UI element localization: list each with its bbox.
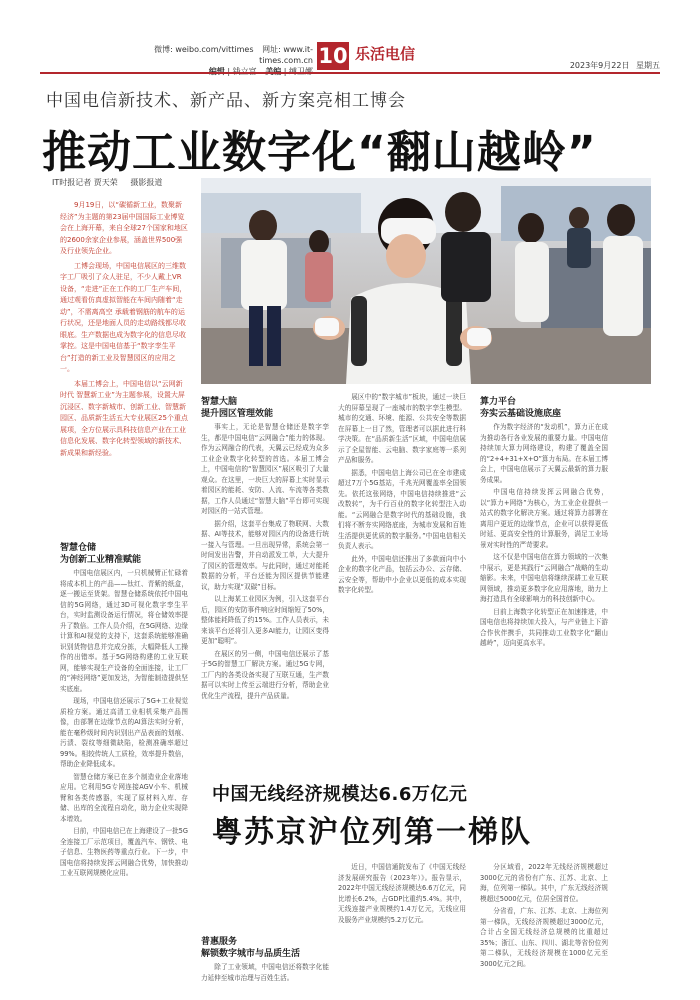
column-paragraph: 此外，中国电信还推出了多款面向中小企业的数字化产品，包括云办公、云存储、云安全等，帮助中小企业以更低的成本实现数字化转型。	[338, 554, 466, 594]
column-paragraph: 展区中的“数字城市”板块，通过一块巨大的屏幕呈现了一座城市的数字孪生模型。城市的交通、环境、能源、公共安全等数据在屏幕上一目了然，管理者可以据此进行科学决策。在“品质新生活”区域，中国电信展示了全屋智能、云电脑、数字家庭等一系列产品和服务。	[338, 393, 466, 464]
column-paragraph: 除了工业领域，中国电信还将数字化能力延伸至城市治理与百姓生活。	[201, 963, 329, 982]
article2-column-2	[480, 862, 608, 968]
byline	[52, 177, 172, 188]
article-kicker: 中国电信新技术、新产品、新方案亮相工博会	[46, 91, 406, 111]
weekday-text: 星期五	[636, 61, 660, 70]
column-paragraph: 据介绍，这套平台集成了物联网、大数据、AI等技术，能够对园区内的设备进行统一接入与管理。一旦出现异常，系统会第一时间发出告警，并自动派发工单，大大提升了园区的管理效率。与此同时，通过对能耗数据的分析，平台还能为园区提供节能建议，助力实现“双碳”目标。	[201, 519, 329, 591]
weibo-url[interactable]: 微博: weibo.com/vittimes	[154, 45, 254, 54]
column-paragraph: 目前上海数字化转型正在加速推进，中国电信也将持续加大投入，与产业链上下游合作伙伴携手，共同推动工业数字化“翻山越岭”，迈向更高水平。	[480, 607, 608, 647]
column-paragraph: 智慧仓储方案已在多个制造业企业落地应用。它利用5G专网连接AGV小车、机械臂和各类传感器，实现了原材料入库、存储、出库的全流程自动化，助力企业实现降本增效。	[60, 772, 188, 823]
column-subhead: 智慧仓储 为创新工业精准赋能	[60, 543, 142, 565]
column-paragraph: 事实上，无论是智慧仓储还是数字孪生，都是中国电信“云网融合”能力的体现。作为云网融合的代表，天翼云已经成为众多工业企业数字化转型的首选。本届工博会上，中国电信的“智慧园区”展区吸引了大量观众。在这里，一块巨大的屏幕上实时显示着园区的能耗、安防、人流、车流等各类数据，工作人员通过“智慧大脑”平台即可实现对园区的一站式管理。	[201, 423, 329, 515]
intro-paragraph: 本届工博会上，中国电信以“云网新时代 智慧新工业”为主题参展，设置大屏沉浸区、数字新城市、创新工业、智慧新园区、品质新生活五大专业展区25个重点展项，全方位展示具科技信息产业在工业信息化发展、数字化转型领域的新技术、新成果和新经验。	[60, 379, 188, 457]
article-column-3	[338, 392, 466, 770]
column-paragraph: 作为数字经济的“发动机”，算力正在成为推动各行各业发展的重要力量。中国电信持续加大算力网络建设，构建了覆盖全国的“2+4+31+X+O”算力布局。在本届工博会上，中国电信展示了天翼云最新的算力服务成果。	[480, 423, 608, 484]
article-column-4	[480, 392, 608, 770]
article-column-1	[60, 538, 188, 956]
column-paragraph: 据悉，中国电信上海公司已在全市建成超过7万个5G基站，千兆光网覆盖率全国领先。依托这张网络，中国电信持续推进“云改数转”，为千行百业的数字化转型注入动能。“云网融合是数字时代的基础设施，我们将不断夯实网络底座，为城市发展和百姓生活提供更优质的数字服务。”中国电信相关负责人表示。	[338, 468, 466, 550]
column-paragraph: 这不仅是中国电信在算力领域的一次集中展示，更是其践行“云网融合”战略的生动缩影。未来，中国电信将继续深耕工业互联网领域，推动更多数字化应用落地，助力上海打造具有全球影响力的科技创新中心。	[480, 553, 608, 603]
date-text: 2023年9月22日	[569, 61, 630, 70]
article2-headline-2: 粤苏京沪位列第一梯队	[212, 815, 532, 850]
page-number: 10	[318, 44, 348, 68]
article2-paragraph: 分省看，广东、江苏、北京、上海位列第一梯队，无线经济规模超过3000亿元，合计占全国无线经济总规模的比重超过35%；浙江、山东、四川、湖北等省份位列第二梯队，无线经济规模在1000亿元至3000亿元之间。	[480, 907, 608, 968]
site-url[interactable]: 网址: www.it-times.com.cn	[259, 45, 313, 65]
photo-illustration	[201, 178, 651, 384]
column-paragraph: 以上海某工业园区为例，引入这套平台后，园区的安防事件响应时间缩短了50%，整体能耗降低了约15%。工作人员表示，未来该平台还将引入更多AI能力，让园区变得更加“聪明”。	[201, 595, 329, 645]
column-subhead: 智慧大脑 提升园区管理效能	[201, 397, 274, 419]
header-rule	[40, 72, 660, 74]
intro-paragraph: 9月19日，以“碳循新工业，数聚新经济”为主题的第23届中国国际工业博览会在上海开幕，来自全球27个国家和地区的2600余家企业参展，涵盖世界500强及行业领先企业。	[60, 201, 188, 255]
article2-paragraph: 近日，中国信通院发布了《中国无线经济发展研究报告（2023年）》。报告显示，2022年中国无线经济规模达6.6万亿元，同比增长6.2%，占GDP比重约5.4%。其中，无线连接产业规模约1.4万亿元，无线应用及服务产业规模约5.2万亿元。	[338, 863, 466, 924]
byline-photo: 摄影报道	[130, 178, 163, 187]
column-paragraph: 中国电信展区内，一只机械臂正忙碌着将成本机上的产品——钛红、青紫的纸盒，逐一搬运至货架。智慧仓储系统依托中国电信的5G网络，通过3D可视化数字孪生平台，实时监测设备运行情况，将仓储效率提升了数倍。工作人员介绍，在5G网络、边缘计算和AI视觉的支持下，这套系统能够准确识别货物信息并完成分拣，大幅降低人工操作的出错率。基于5G网络构建的工业互联网，能够实现生产设备的全面连接，让工厂的“神经网络”更加发达，为智能制造提供坚实底座。	[60, 569, 188, 693]
vr-exhibition-photo	[201, 178, 651, 384]
column-paragraph: 现场，中国电信还展示了5G+工业视觉质检方案。通过高清工业相机采集产品图像，由部署在边缘节点的AI算法实时分析，能在毫秒级时间内识别出产品表面的划痕、污渍、裂纹等细微缺陷，检测准确率超过99%。相较传统人工质检，效率提升数倍，帮助企业降低成本。	[60, 697, 188, 768]
column-paragraph: 目前，中国电信已在上海建设了一批5G全连接工厂示范项目，覆盖汽车、钢铁、电子信息、生物医药等重点行业。下一步，中国电信将持续发挥云网融合优势，加快推动工业互联网规模化应用。	[60, 827, 188, 877]
headline-main: 推动工业数字化	[42, 127, 357, 178]
article2-column-1	[338, 862, 466, 954]
section-title: 乐活电信	[355, 45, 416, 63]
article-column-2-bottom	[201, 932, 329, 992]
column-paragraph: 中国电信持续发挥云网融合优势，以“算力+网络”为核心，为工业企业提供一站式的数字化解决方案。通过将算力部署在离用户更近的边缘节点，企业可以获得更低时延、更高安全性的计算服务，满足工业场景对实时性的严苛要求。	[480, 488, 608, 549]
article2-headline-1: 中国无线经济规模达6.6万亿元	[212, 784, 468, 805]
intro-text	[60, 200, 188, 462]
article2-paragraph: 分区域看，2022年无线经济规模超过3000亿元的省份有广东、江苏、北京、上海，位列第一梯队。其中，广东无线经济规模超过5000亿元，位居全国首位。	[480, 863, 608, 903]
column-subhead: 算力平台 夯实云基础设施底座	[480, 397, 562, 419]
column-subhead: 普惠服务 解锁数字城市与品质生活	[201, 937, 301, 959]
intro-paragraph: 工博会现场，中国电信展区的三维数字工厂吸引了众人驻足，不少人戴上VR设备，“走进”正在工作的工厂生产车间，通过观看仿真虚拟智能在车间内随着“走动”，不需离高空 承载着钢筋的航车的运行状况，还是地面人员的走动路线都尽收眼底。生产数据也成为数字化的信息尽收掌控。这是中国电信基于“数字孪生平台”打造的新工业及智慧园区的应用之一。	[60, 261, 187, 373]
article-column-2	[201, 392, 329, 764]
byline-reporter: IT时报记者 贾天荣	[52, 178, 118, 187]
article-headline	[42, 116, 597, 180]
headline-quote: “翻山越岭”	[357, 127, 597, 178]
issue-date	[570, 60, 660, 71]
column-paragraph: 在展区的另一侧，中国电信还展示了基于5G的智慧工厂解决方案。通过5G专网，工厂内的各类设备实现了互联互通，生产数据可以实时上传至云端进行分析，帮助企业优化生产流程，提升产品质量。	[201, 649, 329, 700]
